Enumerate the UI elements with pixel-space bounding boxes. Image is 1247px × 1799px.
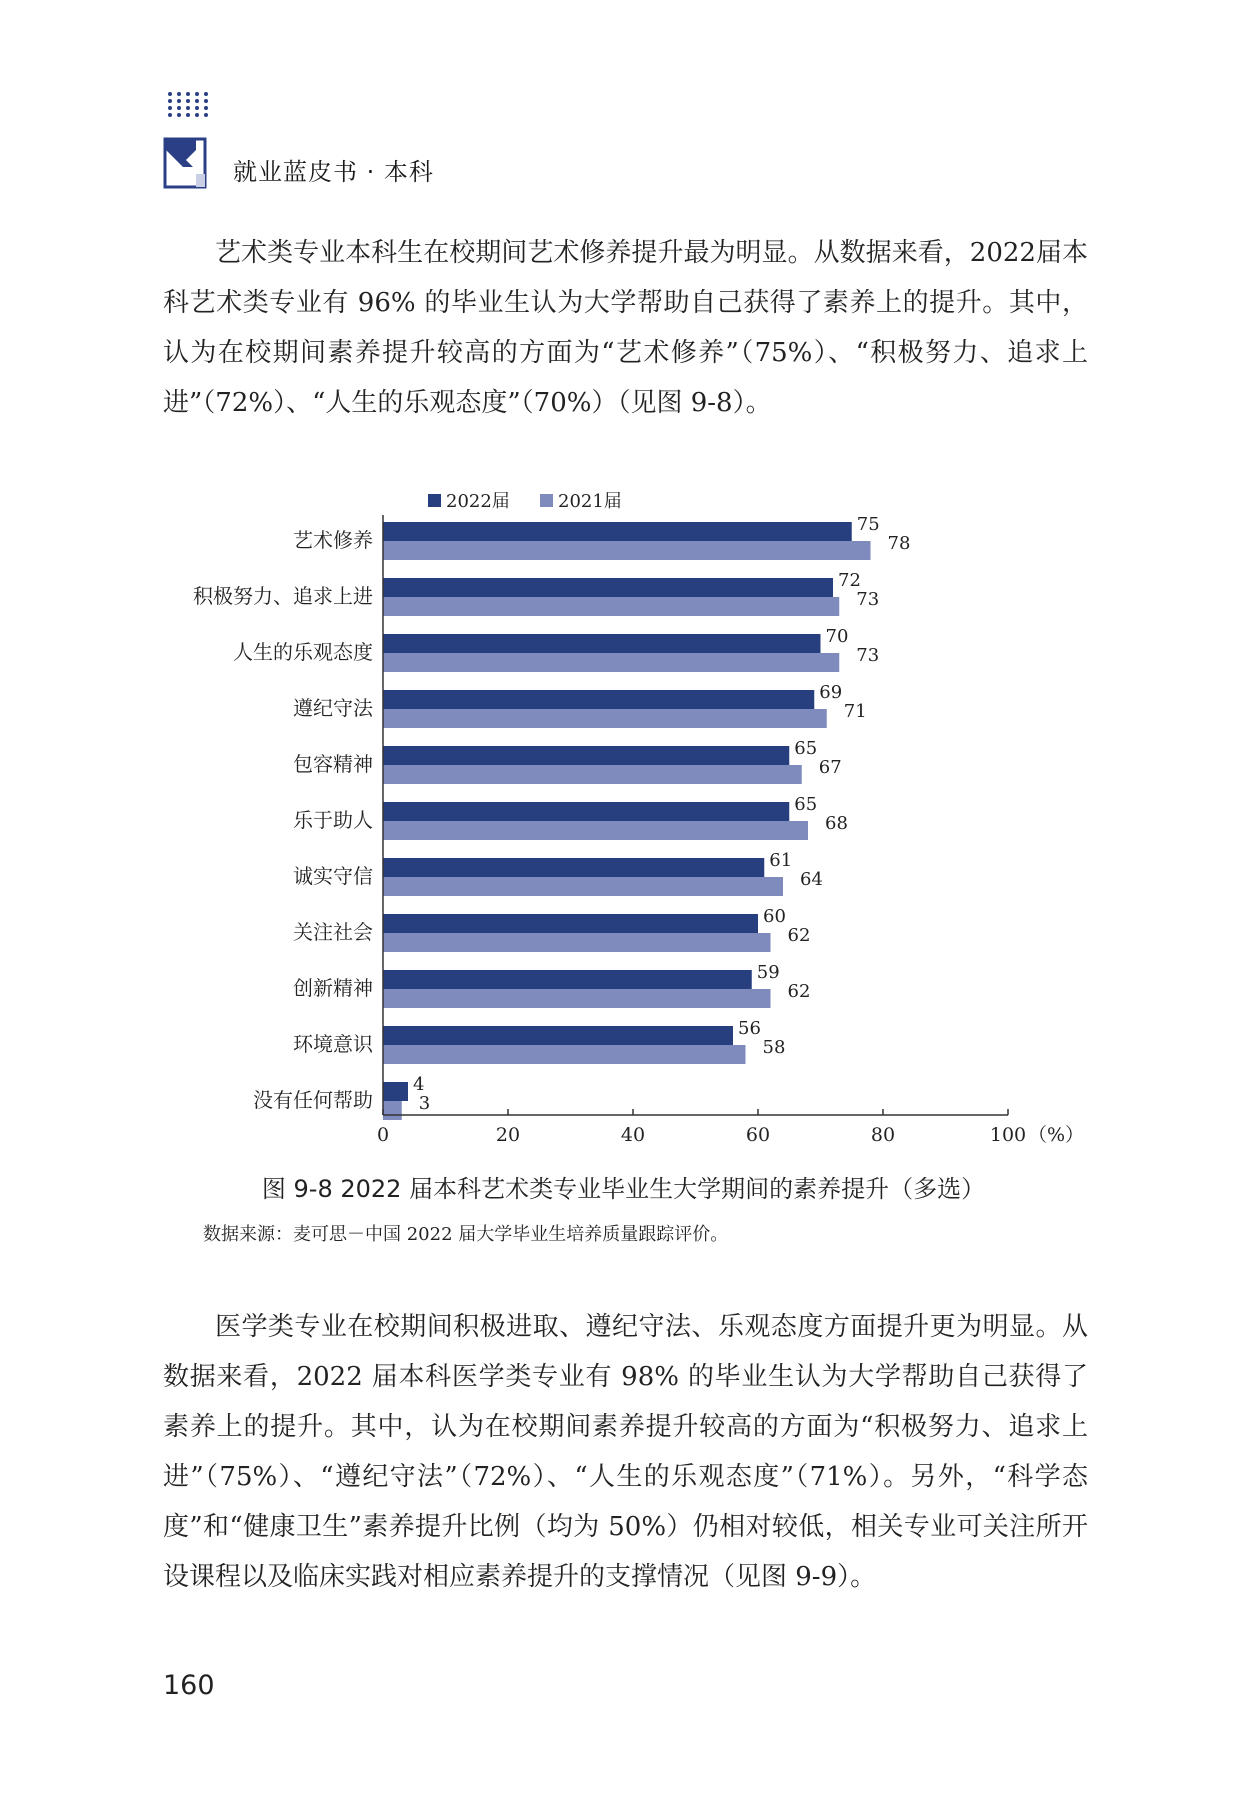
- bar-2021: [383, 877, 783, 896]
- data-label-2022: 72: [838, 570, 861, 591]
- data-label-2021: 58: [762, 1037, 786, 1058]
- bar-2022: [383, 578, 833, 597]
- bar-2021: [383, 1101, 402, 1120]
- data-label-2022: 75: [856, 514, 880, 535]
- page-number: 160: [163, 1670, 215, 1701]
- category-label: 关注社会: [293, 920, 373, 944]
- bar-2022: [383, 858, 764, 877]
- category-label: 人生的乐观态度: [233, 640, 373, 664]
- bar-2022: [383, 746, 789, 765]
- paragraph-medical: 医学类专业在校期间积极进取、遵纪守法、乐观态度方面提升更为明显。从数据来看，2022 届本科医学类专业有 98% 的毕业生认为大学帮助自己获得了素养上的提升。其中，认为在校期间素养提升较高的方面为“积极努力、追求上进”（75%）、“遵纪守法”（72%）、“人生的乐观态度”（71%）。另外，“科学态度”和“健康卫生”素养提升比例（均为 50%）仍相对较低，相关专业可关注所开设课程以及临床实践对相应素养提升的支撑情况（见图 9-9）。: [163, 1312, 1088, 1592]
- data-label-2022: 70: [825, 626, 849, 647]
- data-label-2021: 62: [787, 925, 811, 946]
- bar-2021: [383, 933, 771, 952]
- bar-2021: [383, 1045, 746, 1064]
- header-title: 就业蓝皮书 · 本科: [233, 158, 434, 186]
- x-tick-label: 20: [495, 1124, 521, 1146]
- data-label-2021: 71: [843, 701, 867, 722]
- x-tick-label: 80: [870, 1124, 896, 1146]
- data-label-2021: 78: [887, 533, 911, 554]
- category-label: 环境意识: [293, 1032, 373, 1056]
- bar-2021: [383, 989, 771, 1008]
- legend-swatch-2022: [428, 494, 441, 507]
- data-label-2021: 73: [856, 645, 880, 666]
- category-label: 没有任何帮助: [253, 1088, 373, 1112]
- data-label-2022: 65: [794, 794, 818, 815]
- bar-2022: [383, 970, 752, 989]
- chart-legend: [428, 491, 622, 512]
- category-label: 诚实守信: [293, 864, 373, 888]
- data-label-2021: 67: [818, 757, 842, 778]
- bar-2021: [383, 653, 839, 672]
- bar-2022: [383, 1082, 408, 1101]
- category-label: 艺术修养: [293, 528, 373, 552]
- data-label-2022: 4: [413, 1074, 425, 1095]
- legend-label-2021: 2021届: [558, 491, 622, 512]
- category-label: 遵纪守法: [293, 696, 373, 720]
- category-label: 积极努力、追求上进: [193, 584, 373, 608]
- paragraph-art: 艺术类专业本科生在校期间艺术修养提升最为明显。从数据来看，2022届本科艺术类专业有 96% 的毕业生认为大学帮助自己获得了素养上的提升。其中，认为在校期间素养提升较高的方面为“艺术修养”（75%）、“积极努力、追求上进”（72%）、“人生的乐观态度”（70%）（见图 9-8）。: [163, 238, 1088, 418]
- data-label-2022: 69: [819, 682, 843, 703]
- book-logo-icon: [162, 136, 212, 192]
- data-label-2021: 73: [856, 589, 880, 610]
- bar-2021: [383, 709, 827, 728]
- data-label-2022: 59: [756, 962, 780, 983]
- bar-2022: [383, 690, 814, 709]
- data-label-2021: 68: [825, 813, 848, 834]
- data-label-2022: 65: [794, 738, 818, 759]
- x-tick-label: 60: [745, 1124, 771, 1146]
- bar-2022: [383, 1026, 733, 1045]
- data-label-2021: 3: [418, 1093, 431, 1114]
- data-label-2022: 60: [763, 906, 786, 927]
- bar-2021: [383, 765, 802, 784]
- bar-2022: [383, 802, 789, 821]
- bar-2022: [383, 634, 821, 653]
- figure-caption: 图 9-8 2022 届本科艺术类专业毕业生大学期间的素养提升（多选）: [261, 1175, 986, 1203]
- data-label-2021: 64: [800, 869, 823, 890]
- x-axis-unit: （%）: [1028, 1124, 1085, 1146]
- category-label: 乐于助人: [293, 808, 373, 832]
- data-label-2022: 56: [738, 1018, 761, 1039]
- data-label-2022: 61: [769, 850, 793, 871]
- header-dots-decoration: [168, 92, 210, 117]
- bar-2021: [383, 541, 871, 560]
- bar-2021: [383, 597, 839, 616]
- bar-chart: [150, 480, 1110, 1160]
- x-tick-label: 0: [376, 1124, 390, 1146]
- category-label: 创新精神: [293, 976, 373, 1000]
- bar-2022: [383, 914, 758, 933]
- x-tick-label: 40: [620, 1124, 646, 1146]
- data-label-2021: 62: [787, 981, 811, 1002]
- legend-label-2022: 2022届: [446, 491, 510, 512]
- figure-source: 数据来源：麦可思－中国 2022 届大学毕业生培养质量跟踪评价。: [203, 1224, 729, 1245]
- legend-swatch-2021: [540, 494, 553, 507]
- bar-2022: [383, 522, 852, 541]
- category-label: 包容精神: [293, 752, 373, 776]
- running-header: [160, 92, 860, 202]
- bar-2021: [383, 821, 808, 840]
- x-tick-label: 100: [989, 1124, 1027, 1146]
